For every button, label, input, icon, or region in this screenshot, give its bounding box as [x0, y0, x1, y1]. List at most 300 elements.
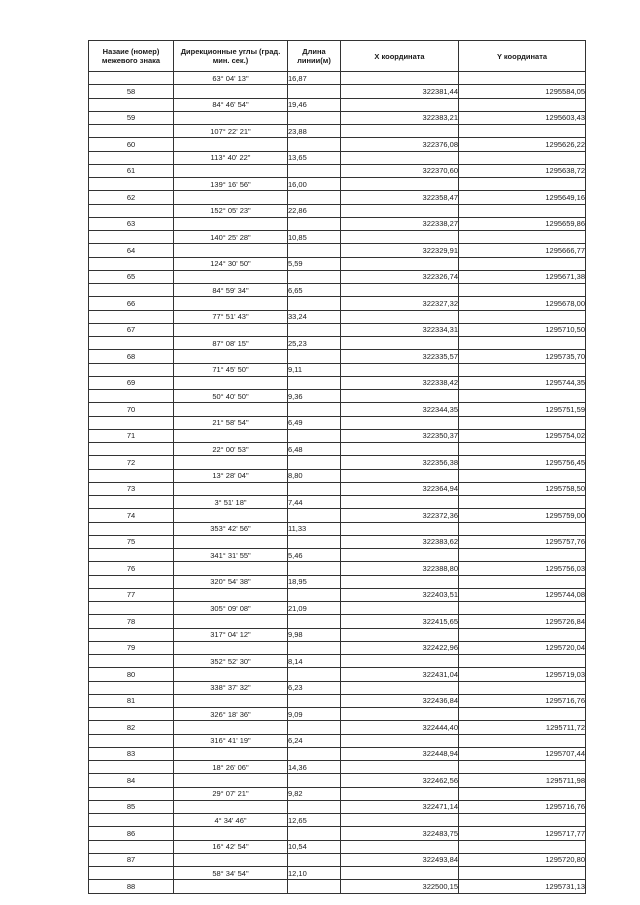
line-length-cell [288, 111, 341, 124]
x-coordinate-cell: 322381,44 [341, 85, 459, 98]
x-coordinate-cell [341, 443, 459, 456]
x-coordinate-cell [341, 867, 459, 880]
y-coordinate-cell [459, 575, 586, 588]
line-length-cell [288, 244, 341, 257]
direction-angle-cell: 16° 42' 54" [174, 840, 288, 853]
table-row [89, 562, 586, 575]
y-coordinate-cell [459, 549, 586, 562]
x-coordinate-cell: 322431,04 [341, 668, 459, 681]
line-length-cell [288, 853, 341, 866]
line-length-cell [288, 535, 341, 548]
y-coordinate-cell [459, 655, 586, 668]
y-coordinate-cell [459, 814, 586, 827]
mark-name-cell: 71 [89, 429, 174, 442]
x-coordinate-cell [341, 628, 459, 641]
direction-angle-cell [174, 588, 288, 601]
table-row [89, 469, 586, 482]
y-coordinate-cell [459, 708, 586, 721]
x-coordinate-cell: 322483,75 [341, 827, 459, 840]
y-coordinate-cell [459, 178, 586, 191]
direction-angle-cell: 305° 09' 08" [174, 602, 288, 615]
mark-name-cell: 86 [89, 827, 174, 840]
x-coordinate-cell: 322471,14 [341, 800, 459, 813]
x-coordinate-cell [341, 310, 459, 323]
line-length-cell [288, 217, 341, 230]
line-length-cell: 21,09 [288, 602, 341, 615]
y-coordinate-cell [459, 469, 586, 482]
y-coordinate-cell: 1295756,03 [459, 562, 586, 575]
line-length-cell: 7,44 [288, 496, 341, 509]
x-coordinate-cell: 322372,36 [341, 509, 459, 522]
table-row [89, 257, 586, 270]
table-body [89, 72, 586, 894]
table-row [89, 496, 586, 509]
y-coordinate-cell [459, 761, 586, 774]
table-row [89, 138, 586, 151]
direction-angle-cell: 152° 05' 23" [174, 204, 288, 217]
x-coordinate-cell: 322334,31 [341, 323, 459, 336]
mark-name-cell [89, 708, 174, 721]
mark-name-cell [89, 867, 174, 880]
direction-angle-cell [174, 774, 288, 787]
line-length-cell [288, 588, 341, 601]
direction-angle-cell: 113° 40' 22" [174, 151, 288, 164]
table-row [89, 403, 586, 416]
direction-angle-cell: 3° 51' 18" [174, 496, 288, 509]
header-line-length: Длина линии(м) [288, 41, 341, 72]
x-coordinate-cell [341, 363, 459, 376]
table-row [89, 204, 586, 217]
table-row [89, 270, 586, 283]
header-x-coordinate: X координата [341, 41, 459, 72]
direction-angle-cell [174, 535, 288, 548]
direction-angle-cell [174, 880, 288, 893]
x-coordinate-cell: 322335,57 [341, 350, 459, 363]
x-coordinate-cell: 322462,56 [341, 774, 459, 787]
table-row [89, 761, 586, 774]
line-length-cell: 6,48 [288, 443, 341, 456]
x-coordinate-cell [341, 708, 459, 721]
direction-angle-cell [174, 827, 288, 840]
y-coordinate-cell: 1295720,80 [459, 853, 586, 866]
y-coordinate-cell [459, 522, 586, 535]
line-length-cell: 8,80 [288, 469, 341, 482]
x-coordinate-cell [341, 178, 459, 191]
line-length-cell [288, 270, 341, 283]
mark-name-cell [89, 628, 174, 641]
line-length-cell: 9,09 [288, 708, 341, 721]
y-coordinate-cell [459, 310, 586, 323]
y-coordinate-cell [459, 602, 586, 615]
table-row [89, 615, 586, 628]
table-row [89, 125, 586, 138]
table-row [89, 429, 586, 442]
x-coordinate-cell [341, 257, 459, 270]
line-length-cell [288, 429, 341, 442]
direction-angle-cell: 18° 26' 06" [174, 761, 288, 774]
direction-angle-cell [174, 403, 288, 416]
direction-angle-cell [174, 668, 288, 681]
table-row [89, 337, 586, 350]
x-coordinate-cell: 322422,96 [341, 641, 459, 654]
direction-angle-cell: 22° 00' 53" [174, 443, 288, 456]
y-coordinate-cell [459, 628, 586, 641]
table-row [89, 535, 586, 548]
mark-name-cell [89, 655, 174, 668]
x-coordinate-cell: 322448,94 [341, 747, 459, 760]
x-coordinate-cell: 322356,38 [341, 456, 459, 469]
mark-name-cell: 67 [89, 323, 174, 336]
line-length-cell: 10,54 [288, 840, 341, 853]
y-coordinate-cell [459, 257, 586, 270]
mark-name-cell: 84 [89, 774, 174, 787]
y-coordinate-cell: 1295659,86 [459, 217, 586, 230]
x-coordinate-cell [341, 840, 459, 853]
mark-name-cell [89, 522, 174, 535]
line-length-cell: 5,46 [288, 549, 341, 562]
direction-angle-cell: 352° 52' 30" [174, 655, 288, 668]
x-coordinate-cell: 322444,40 [341, 721, 459, 734]
direction-angle-cell: 139° 16' 56" [174, 178, 288, 191]
direction-angle-cell [174, 429, 288, 442]
y-coordinate-cell [459, 416, 586, 429]
line-length-cell [288, 721, 341, 734]
direction-angle-cell: 353° 42' 56" [174, 522, 288, 535]
line-length-cell: 12,65 [288, 814, 341, 827]
mark-name-cell [89, 337, 174, 350]
y-coordinate-cell: 1295638,72 [459, 164, 586, 177]
mark-name-cell: 85 [89, 800, 174, 813]
x-coordinate-cell: 322403,51 [341, 588, 459, 601]
direction-angle-cell [174, 509, 288, 522]
line-length-cell: 11,33 [288, 522, 341, 535]
x-coordinate-cell [341, 337, 459, 350]
direction-angle-cell: 326° 18' 36" [174, 708, 288, 721]
line-length-cell: 9,98 [288, 628, 341, 641]
table-row [89, 708, 586, 721]
table-row [89, 456, 586, 469]
table-row [89, 284, 586, 297]
header-mark-name: Назаие (номер) межевого знака [89, 41, 174, 72]
x-coordinate-cell: 322388,80 [341, 562, 459, 575]
mark-name-cell: 73 [89, 482, 174, 495]
table-row [89, 867, 586, 880]
x-coordinate-cell [341, 390, 459, 403]
line-length-cell [288, 323, 341, 336]
direction-angle-cell [174, 482, 288, 495]
direction-angle-cell: 84° 46' 54" [174, 98, 288, 111]
line-length-cell: 9,36 [288, 390, 341, 403]
y-coordinate-cell: 1295757,76 [459, 535, 586, 548]
line-length-cell [288, 747, 341, 760]
y-coordinate-cell: 1295716,76 [459, 694, 586, 707]
mark-name-cell [89, 72, 174, 85]
direction-angle-cell [174, 615, 288, 628]
line-length-cell: 22,86 [288, 204, 341, 217]
line-length-cell: 33,24 [288, 310, 341, 323]
line-length-cell: 9,11 [288, 363, 341, 376]
line-length-cell [288, 880, 341, 893]
x-coordinate-cell: 322500,15 [341, 880, 459, 893]
direction-angle-cell [174, 562, 288, 575]
table-row [89, 681, 586, 694]
direction-angle-cell [174, 853, 288, 866]
x-coordinate-cell [341, 522, 459, 535]
y-coordinate-cell: 1295716,76 [459, 800, 586, 813]
y-coordinate-cell: 1295717,77 [459, 827, 586, 840]
direction-angle-cell: 63° 04' 13" [174, 72, 288, 85]
x-coordinate-cell: 322436,84 [341, 694, 459, 707]
line-length-cell: 16,87 [288, 72, 341, 85]
y-coordinate-cell: 1295744,08 [459, 588, 586, 601]
y-coordinate-cell [459, 390, 586, 403]
y-coordinate-cell [459, 443, 586, 456]
line-length-cell: 13,65 [288, 151, 341, 164]
mark-name-cell: 63 [89, 217, 174, 230]
line-length-cell: 5,59 [288, 257, 341, 270]
mark-name-cell [89, 734, 174, 747]
y-coordinate-cell: 1295666,77 [459, 244, 586, 257]
mark-name-cell [89, 575, 174, 588]
y-coordinate-cell [459, 204, 586, 217]
table-row [89, 350, 586, 363]
y-coordinate-cell: 1295756,45 [459, 456, 586, 469]
mark-name-cell: 59 [89, 111, 174, 124]
line-length-cell: 8,14 [288, 655, 341, 668]
table-row [89, 800, 586, 813]
mark-name-cell [89, 496, 174, 509]
table-row [89, 814, 586, 827]
x-coordinate-cell [341, 681, 459, 694]
mark-name-cell: 79 [89, 641, 174, 654]
direction-angle-cell: 71° 45' 50" [174, 363, 288, 376]
table-row [89, 297, 586, 310]
y-coordinate-cell: 1295707,44 [459, 747, 586, 760]
table-row [89, 668, 586, 681]
x-coordinate-cell [341, 734, 459, 747]
mark-name-cell: 82 [89, 721, 174, 734]
y-coordinate-cell [459, 867, 586, 880]
table-row [89, 853, 586, 866]
table-row [89, 231, 586, 244]
line-length-cell: 12,10 [288, 867, 341, 880]
direction-angle-cell: 13° 28' 04" [174, 469, 288, 482]
table-row [89, 310, 586, 323]
direction-angle-cell: 21° 58' 54" [174, 416, 288, 429]
y-coordinate-cell: 1295711,72 [459, 721, 586, 734]
line-length-cell [288, 138, 341, 151]
line-length-cell [288, 403, 341, 416]
line-length-cell: 6,24 [288, 734, 341, 747]
direction-angle-cell [174, 164, 288, 177]
x-coordinate-cell [341, 496, 459, 509]
y-coordinate-cell [459, 72, 586, 85]
table-row [89, 827, 586, 840]
x-coordinate-cell: 322383,21 [341, 111, 459, 124]
table-row [89, 443, 586, 456]
mark-name-cell [89, 231, 174, 244]
line-length-cell [288, 641, 341, 654]
y-coordinate-cell: 1295758,50 [459, 482, 586, 495]
x-coordinate-cell [341, 231, 459, 244]
table-row [89, 217, 586, 230]
table-row [89, 734, 586, 747]
mark-name-cell [89, 284, 174, 297]
direction-angle-cell [174, 270, 288, 283]
y-coordinate-cell: 1295649,16 [459, 191, 586, 204]
y-coordinate-cell: 1295735,70 [459, 350, 586, 363]
y-coordinate-cell: 1295719,03 [459, 668, 586, 681]
line-length-cell [288, 562, 341, 575]
mark-name-cell: 80 [89, 668, 174, 681]
mark-name-cell: 60 [89, 138, 174, 151]
mark-name-cell [89, 310, 174, 323]
y-coordinate-cell: 1295710,50 [459, 323, 586, 336]
mark-name-cell: 74 [89, 509, 174, 522]
table-row [89, 840, 586, 853]
x-coordinate-cell: 322329,91 [341, 244, 459, 257]
mark-name-cell [89, 681, 174, 694]
mark-name-cell: 78 [89, 615, 174, 628]
direction-angle-cell: 317° 04' 12" [174, 628, 288, 641]
line-length-cell [288, 694, 341, 707]
mark-name-cell [89, 204, 174, 217]
y-coordinate-cell [459, 284, 586, 297]
direction-angle-cell [174, 350, 288, 363]
header-direction-angle: Дирекционные углы (град. мин. сек.) [174, 41, 288, 72]
line-length-cell [288, 297, 341, 310]
x-coordinate-cell [341, 549, 459, 562]
boundary-coordinates-table [88, 40, 586, 894]
line-length-cell: 14,36 [288, 761, 341, 774]
line-length-cell [288, 456, 341, 469]
x-coordinate-cell [341, 787, 459, 800]
mark-name-cell: 64 [89, 244, 174, 257]
table-row [89, 721, 586, 734]
mark-name-cell [89, 549, 174, 562]
table-row [89, 111, 586, 124]
table-row [89, 641, 586, 654]
direction-angle-cell: 77° 51' 43" [174, 310, 288, 323]
x-coordinate-cell: 322327,32 [341, 297, 459, 310]
mark-name-cell [89, 469, 174, 482]
line-length-cell: 18,95 [288, 575, 341, 588]
y-coordinate-cell: 1295731,13 [459, 880, 586, 893]
y-coordinate-cell [459, 840, 586, 853]
line-length-cell [288, 164, 341, 177]
line-length-cell [288, 774, 341, 787]
table-row [89, 774, 586, 787]
direction-angle-cell [174, 456, 288, 469]
y-coordinate-cell [459, 363, 586, 376]
y-coordinate-cell: 1295744,35 [459, 376, 586, 389]
y-coordinate-cell [459, 681, 586, 694]
x-coordinate-cell: 322326,74 [341, 270, 459, 283]
x-coordinate-cell: 322358,47 [341, 191, 459, 204]
direction-angle-cell: 140° 25' 28" [174, 231, 288, 244]
table-row [89, 390, 586, 403]
line-length-cell [288, 668, 341, 681]
x-coordinate-cell: 322376,08 [341, 138, 459, 151]
direction-angle-cell: 87° 08' 15" [174, 337, 288, 350]
mark-name-cell [89, 125, 174, 138]
table-row [89, 549, 586, 562]
x-coordinate-cell [341, 655, 459, 668]
mark-name-cell: 77 [89, 588, 174, 601]
direction-angle-cell [174, 217, 288, 230]
direction-angle-cell [174, 138, 288, 151]
table-row [89, 628, 586, 641]
line-length-cell [288, 800, 341, 813]
y-coordinate-cell [459, 787, 586, 800]
mark-name-cell [89, 363, 174, 376]
x-coordinate-cell [341, 602, 459, 615]
table-row [89, 694, 586, 707]
y-coordinate-cell: 1295754,02 [459, 429, 586, 442]
table-row [89, 575, 586, 588]
y-coordinate-cell [459, 734, 586, 747]
line-length-cell: 16,00 [288, 178, 341, 191]
y-coordinate-cell [459, 496, 586, 509]
mark-name-cell: 83 [89, 747, 174, 760]
direction-angle-cell: 58° 34' 54" [174, 867, 288, 880]
table-row [89, 880, 586, 893]
mark-name-cell: 70 [89, 403, 174, 416]
x-coordinate-cell [341, 125, 459, 138]
table-row [89, 416, 586, 429]
header-y-coordinate: Y координата [459, 41, 586, 72]
line-length-cell [288, 85, 341, 98]
table-row [89, 376, 586, 389]
line-length-cell: 6,65 [288, 284, 341, 297]
mark-name-cell [89, 390, 174, 403]
mark-name-cell [89, 416, 174, 429]
direction-angle-cell: 124° 30' 50" [174, 257, 288, 270]
y-coordinate-cell: 1295671,38 [459, 270, 586, 283]
table-row [89, 602, 586, 615]
x-coordinate-cell: 322364,94 [341, 482, 459, 495]
x-coordinate-cell: 322338,42 [341, 376, 459, 389]
mark-name-cell: 75 [89, 535, 174, 548]
table-row [89, 98, 586, 111]
direction-angle-cell: 338° 37' 32" [174, 681, 288, 694]
mark-name-cell: 68 [89, 350, 174, 363]
direction-angle-cell: 341° 31' 55" [174, 549, 288, 562]
table-row [89, 178, 586, 191]
mark-name-cell: 88 [89, 880, 174, 893]
x-coordinate-cell: 322344,35 [341, 403, 459, 416]
y-coordinate-cell [459, 231, 586, 244]
y-coordinate-cell: 1295726,84 [459, 615, 586, 628]
x-coordinate-cell: 322415,65 [341, 615, 459, 628]
y-coordinate-cell [459, 125, 586, 138]
table-row [89, 191, 586, 204]
mark-name-cell [89, 98, 174, 111]
y-coordinate-cell: 1295626,22 [459, 138, 586, 151]
table-row [89, 151, 586, 164]
x-coordinate-cell [341, 204, 459, 217]
x-coordinate-cell: 322383,62 [341, 535, 459, 548]
line-length-cell [288, 376, 341, 389]
table-row [89, 655, 586, 668]
mark-name-cell [89, 178, 174, 191]
mark-name-cell: 61 [89, 164, 174, 177]
mark-name-cell: 66 [89, 297, 174, 310]
direction-angle-cell [174, 244, 288, 257]
table-row [89, 509, 586, 522]
y-coordinate-cell: 1295678,00 [459, 297, 586, 310]
direction-angle-cell [174, 111, 288, 124]
